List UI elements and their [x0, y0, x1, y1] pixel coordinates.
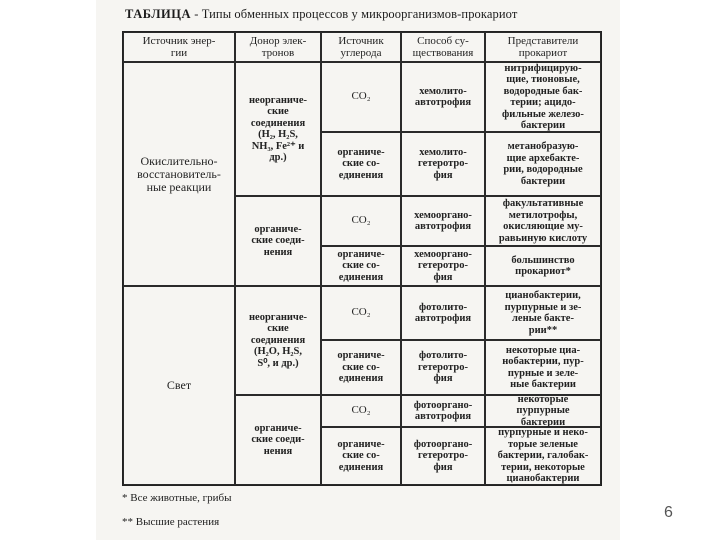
representatives-cell: некоторые циа- нобактерии, пур- пурные и зеле- ные бактерии [485, 340, 601, 395]
carbon-source-cell: органиче- ские со- единения [321, 246, 401, 286]
carbon-source-cell: CO₂ [321, 196, 401, 246]
lifestyle-cell: хемооргано- автотрофия [401, 196, 485, 246]
header-carbon-source: Источник углерода [321, 32, 401, 62]
lifestyle-cell: фотооргано- гетеротро- фия [401, 427, 485, 485]
footnote-higher-plants: ** Высшие растения [122, 516, 220, 528]
lifestyle-cell: фотолито- автотрофия [401, 286, 485, 340]
header-representatives: Представители прокариот [485, 32, 601, 62]
energy-redox-reactions: Окислительно- восстановитель- ные реакции [123, 62, 235, 286]
donor-organic-photo: органиче- ские соеди- нения [235, 395, 321, 485]
header-lifestyle: Способ су- ществования [401, 32, 485, 62]
lifestyle-cell: хемолито- гетеротро- фия [401, 132, 485, 196]
representatives-cell: некоторые пурпурные бактерии [485, 395, 601, 427]
donor-inorganic-chemo: неорганиче- ские соединения (H₂, H₂S, NH₃, Fe²⁺ и др.) [235, 62, 321, 196]
representatives-cell: метанобразую- щие архебакте- рии, водородные бактерии [485, 132, 601, 196]
carbon-source-cell: органиче- ские со- единения [321, 427, 401, 485]
title-bold: ТАБЛИЦА [125, 7, 191, 21]
donor-inorganic-photo: неорганиче- ские соединения (H₂O, H₂S, S⁰, и др.) [235, 286, 321, 395]
table-title [125, 7, 517, 22]
carbon-source-cell: органиче- ские со- единения [321, 340, 401, 395]
representatives-cell: нитрифицирую- щие, тионовые, водородные бак- терии; ацидо- фильные железо- бактерии [485, 62, 601, 132]
title-rest: - Типы обменных процессов у микроорганизмов-прокариот [190, 7, 518, 21]
header-electron-donor: Донор элек- тронов [235, 32, 321, 62]
footnote-animals-fungi: * Все животные, грибы [122, 492, 232, 504]
representatives-cell: большинство прокариот* [485, 246, 601, 286]
carbon-source-cell: CO₂ [321, 286, 401, 340]
lifestyle-cell: хемолито- автотрофия [401, 62, 485, 132]
header-energy-source: Источник энер- гии [123, 32, 235, 62]
lifestyle-cell: фотолито- гетеротро- фия [401, 340, 485, 395]
donor-organic-chemo: органиче- ские соеди- нения [235, 196, 321, 286]
representatives-cell: цианобактерии, пурпурные и зе- леные бакте- рии** [485, 286, 601, 340]
lifestyle-cell: фотооргано- автотрофия [401, 395, 485, 427]
page-number: 6 [664, 504, 673, 521]
carbon-source-cell: органиче- ские со- единения [321, 132, 401, 196]
lifestyle-cell: хемооргано- гетеротро- фия [401, 246, 485, 286]
metabolism-table [122, 31, 602, 486]
carbon-source-cell: CO₂ [321, 62, 401, 132]
energy-light: Свет [123, 286, 235, 485]
representatives-cell: факультативные метилотрофы, окисляющие му- равьиную кислоту [485, 196, 601, 246]
representatives-cell: пурпурные и неко- торые зеленые бактерии, галобак- терии, некоторые цианобактерии [485, 427, 601, 485]
carbon-source-cell: CO₂ [321, 395, 401, 427]
